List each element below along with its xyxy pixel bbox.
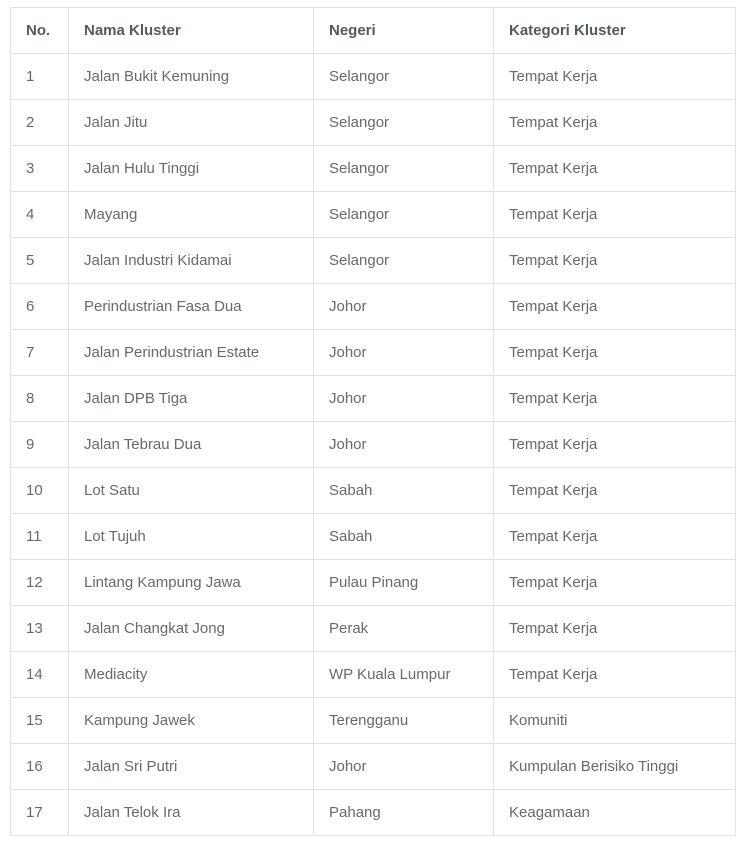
table-cell-negeri: Johor xyxy=(314,422,494,468)
table-cell-negeri: Perak xyxy=(314,606,494,652)
table-cell-negeri: Johor xyxy=(314,330,494,376)
column-header-kategori: Kategori Kluster xyxy=(494,8,736,54)
table-cell-no: 2 xyxy=(11,100,69,146)
table-cell-nama-kluster: Lot Satu xyxy=(69,468,314,514)
table-cell-nama-kluster: Jalan Perindustrian Estate xyxy=(69,330,314,376)
table-cell-negeri: Sabah xyxy=(314,468,494,514)
table-cell-nama-kluster: Jalan Telok Ira xyxy=(69,790,314,836)
table-cell-kategori-kluster: Tempat Kerja xyxy=(494,330,736,376)
table-row xyxy=(11,790,736,836)
table-row xyxy=(11,652,736,698)
table-cell-nama-kluster: Lintang Kampung Jawa xyxy=(69,560,314,606)
table-cell-no: 7 xyxy=(11,330,69,376)
table-cell-no: 13 xyxy=(11,606,69,652)
table-row xyxy=(11,744,736,790)
table-header xyxy=(11,8,736,54)
table-cell-kategori-kluster: Tempat Kerja xyxy=(494,652,736,698)
table-cell-negeri: Johor xyxy=(314,284,494,330)
table-cell-nama-kluster: Jalan Sri Putri xyxy=(69,744,314,790)
table-row xyxy=(11,284,736,330)
table-cell-no: 12 xyxy=(11,560,69,606)
table-cell-negeri: Johor xyxy=(314,744,494,790)
table-cell-no: 16 xyxy=(11,744,69,790)
table-cell-negeri: Sabah xyxy=(314,514,494,560)
table-row xyxy=(11,560,736,606)
table-cell-nama-kluster: Lot Tujuh xyxy=(69,514,314,560)
table-cell-negeri: Selangor xyxy=(314,238,494,284)
table-row xyxy=(11,100,736,146)
table-cell-nama-kluster: Mediacity xyxy=(69,652,314,698)
table-row xyxy=(11,146,736,192)
table-cell-negeri: Pahang xyxy=(314,790,494,836)
table-cell-no: 3 xyxy=(11,146,69,192)
table-body xyxy=(11,54,736,836)
table-cell-nama-kluster: Jalan Bukit Kemuning xyxy=(69,54,314,100)
table-cell-no: 15 xyxy=(11,698,69,744)
table-cell-kategori-kluster: Keagamaan xyxy=(494,790,736,836)
table-cell-kategori-kluster: Tempat Kerja xyxy=(494,422,736,468)
table-header-row xyxy=(11,8,736,54)
table-row xyxy=(11,422,736,468)
table-cell-kategori-kluster: Tempat Kerja xyxy=(494,514,736,560)
table-row xyxy=(11,514,736,560)
table-row xyxy=(11,376,736,422)
table-row xyxy=(11,238,736,284)
table-cell-nama-kluster: Jalan Industri Kidamai xyxy=(69,238,314,284)
table-cell-nama-kluster: Mayang xyxy=(69,192,314,238)
table-row xyxy=(11,192,736,238)
table-cell-kategori-kluster: Tempat Kerja xyxy=(494,192,736,238)
table-cell-no: 11 xyxy=(11,514,69,560)
table-cell-nama-kluster: Jalan DPB Tiga xyxy=(69,376,314,422)
table-cell-nama-kluster: Perindustrian Fasa Dua xyxy=(69,284,314,330)
table-cell-negeri: Pulau Pinang xyxy=(314,560,494,606)
table-cell-negeri: Terengganu xyxy=(314,698,494,744)
table-cell-no: 9 xyxy=(11,422,69,468)
table-cell-negeri: Selangor xyxy=(314,100,494,146)
table-cell-negeri: Selangor xyxy=(314,146,494,192)
table-cell-no: 1 xyxy=(11,54,69,100)
table-cell-negeri: WP Kuala Lumpur xyxy=(314,652,494,698)
table-cell-nama-kluster: Jalan Tebrau Dua xyxy=(69,422,314,468)
table-cell-no: 14 xyxy=(11,652,69,698)
table-cell-no: 8 xyxy=(11,376,69,422)
table-cell-kategori-kluster: Tempat Kerja xyxy=(494,376,736,422)
table-cell-kategori-kluster: Tempat Kerja xyxy=(494,606,736,652)
table-cell-kategori-kluster: Tempat Kerja xyxy=(494,238,736,284)
table-row xyxy=(11,606,736,652)
table-cell-kategori-kluster: Tempat Kerja xyxy=(494,468,736,514)
table-cell-no: 6 xyxy=(11,284,69,330)
table-cell-kategori-kluster: Tempat Kerja xyxy=(494,146,736,192)
table-cell-kategori-kluster: Tempat Kerja xyxy=(494,100,736,146)
table-cell-kategori-kluster: Tempat Kerja xyxy=(494,560,736,606)
table-cell-kategori-kluster: Kumpulan Berisiko Tinggi xyxy=(494,744,736,790)
table-cell-kategori-kluster: Tempat Kerja xyxy=(494,54,736,100)
table-cell-nama-kluster: Jalan Jitu xyxy=(69,100,314,146)
cluster-table xyxy=(10,7,736,836)
column-header-nama: Nama Kluster xyxy=(69,8,314,54)
table-cell-no: 17 xyxy=(11,790,69,836)
table-row xyxy=(11,330,736,376)
table-cell-nama-kluster: Kampung Jawek xyxy=(69,698,314,744)
table-cell-negeri: Selangor xyxy=(314,54,494,100)
table-cell-no: 4 xyxy=(11,192,69,238)
table-cell-no: 5 xyxy=(11,238,69,284)
table-row xyxy=(11,698,736,744)
table-cell-no: 10 xyxy=(11,468,69,514)
table-cell-negeri: Johor xyxy=(314,376,494,422)
table-cell-nama-kluster: Jalan Changkat Jong xyxy=(69,606,314,652)
table-cell-kategori-kluster: Tempat Kerja xyxy=(494,284,736,330)
table-cell-nama-kluster: Jalan Hulu Tinggi xyxy=(69,146,314,192)
table-cell-kategori-kluster: Komuniti xyxy=(494,698,736,744)
table-row xyxy=(11,468,736,514)
table-row xyxy=(11,54,736,100)
column-header-negeri: Negeri xyxy=(314,8,494,54)
column-header-no: No. xyxy=(11,8,69,54)
table-cell-negeri: Selangor xyxy=(314,192,494,238)
